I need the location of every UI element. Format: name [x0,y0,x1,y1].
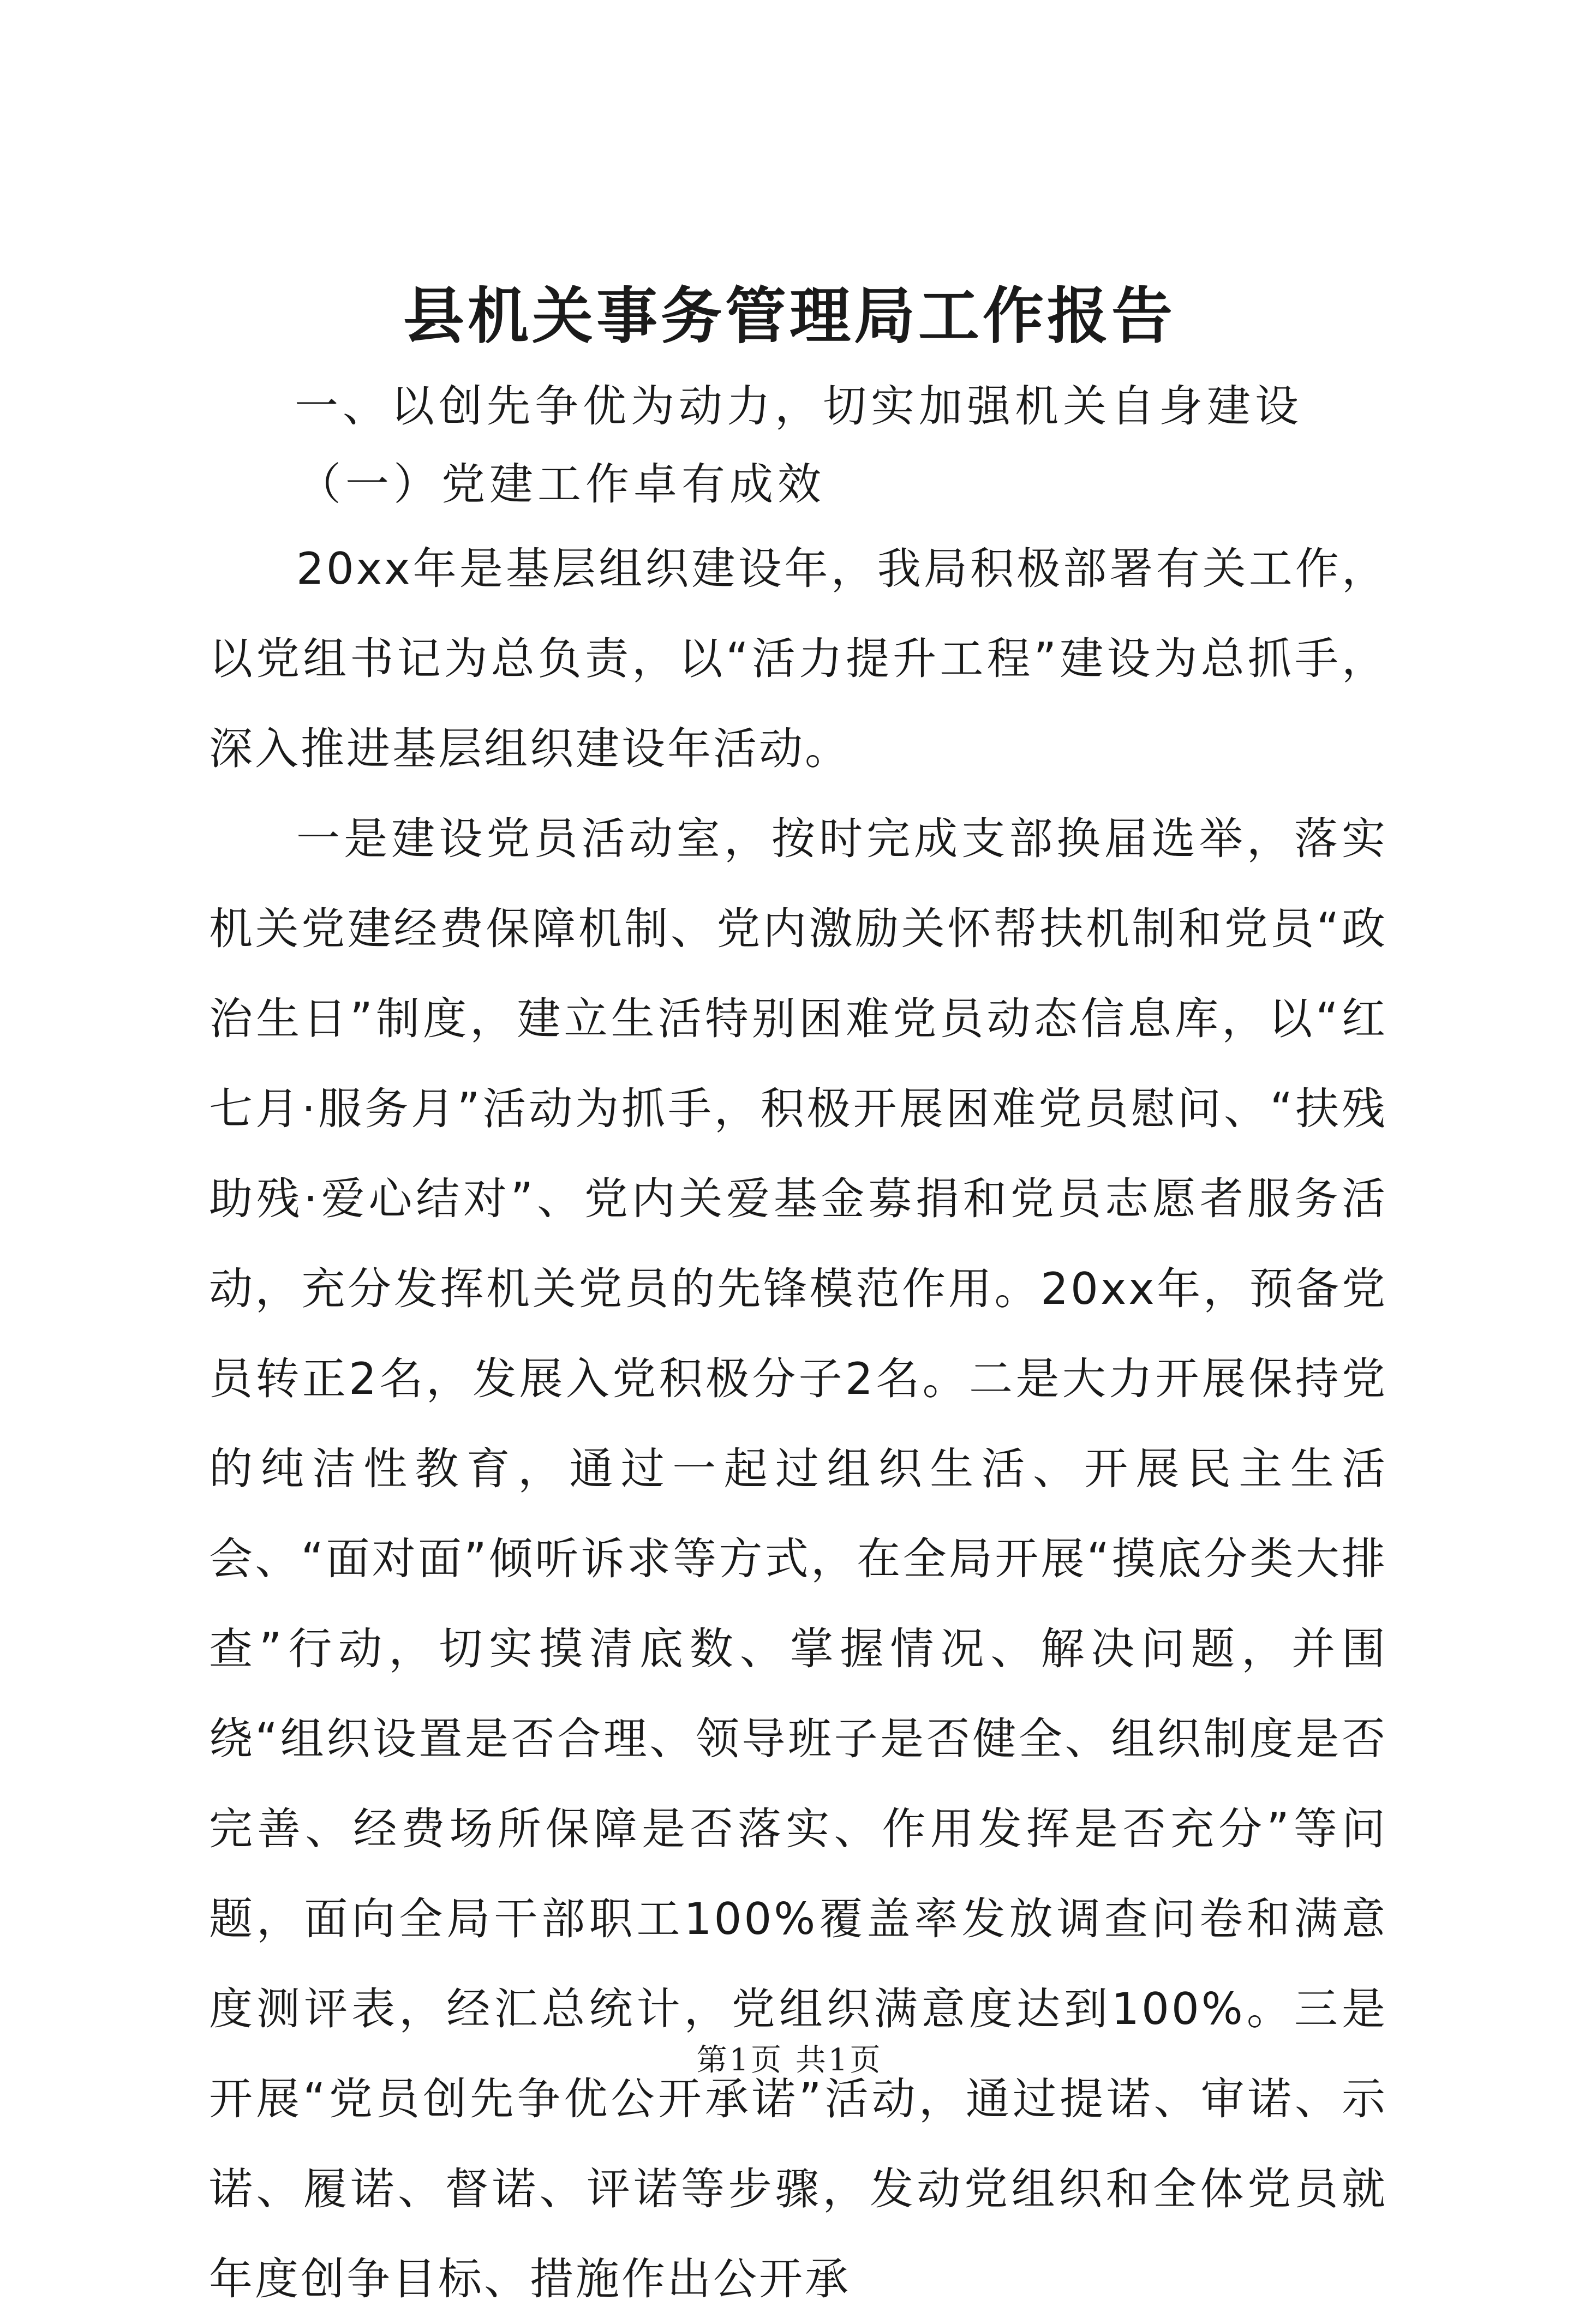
body-paragraph: 一是建设党员活动室，按时完成支部换届选举，落实机关党建经费保障机制、党内激励关怀帮扶机制和党员“政治生日”制度，建立生活特别困难党员动态信息库，以“红七月·服务月”活动为抓手，积极开展困难党员慰问、“扶残助残·爱心结对”、党内关爱基金募捐和党员志愿者服务活动，充分发挥机关党员的先锋模范作用。20xx年，预备党员转正2名，发展入党积极分子2名。二是大力开展保持党的纯洁性教育，通过一起过组织生活、开展民主生活会、“面对面”倾听诉求等方式，在全局开展“摸底分类大排查”行动，切实摸清底数、掌握情况、解决问题，并围绕“组织设置是否合理、领导班子是否健全、组织制度是否完善、经费场所保障是否落实、作用发挥是否充分”等问题，面向全局干部职工100%覆盖率发放调查问卷和满意度测评表，经汇总统计，党组织满意度达到100%。三是开展“党员创先争优公开承诺”活动，通过提诺、审诺、示诺、履诺、督诺、评诺等步骤，发动党组织和全体党员就年度创争目标、措施作出公开承 [209,813,1387,2304]
subsection-heading: （一）党建工作卓有成效 [297,459,826,510]
section-heading: 一、以创先争优为动力，切实加强机关自身建设 [295,381,1303,432]
body-paragraph: 20xx年是基层组织建设年，我局积极部署有关工作，以党组书记为总负责，以“活力提升工程”建设为总抓手，深入推进基层组织建设年活动。 [209,543,1387,774]
document-title: 县机关事务管理局工作报告 [403,280,1176,352]
page-footer: 第1页 共1页 [696,2043,883,2078]
